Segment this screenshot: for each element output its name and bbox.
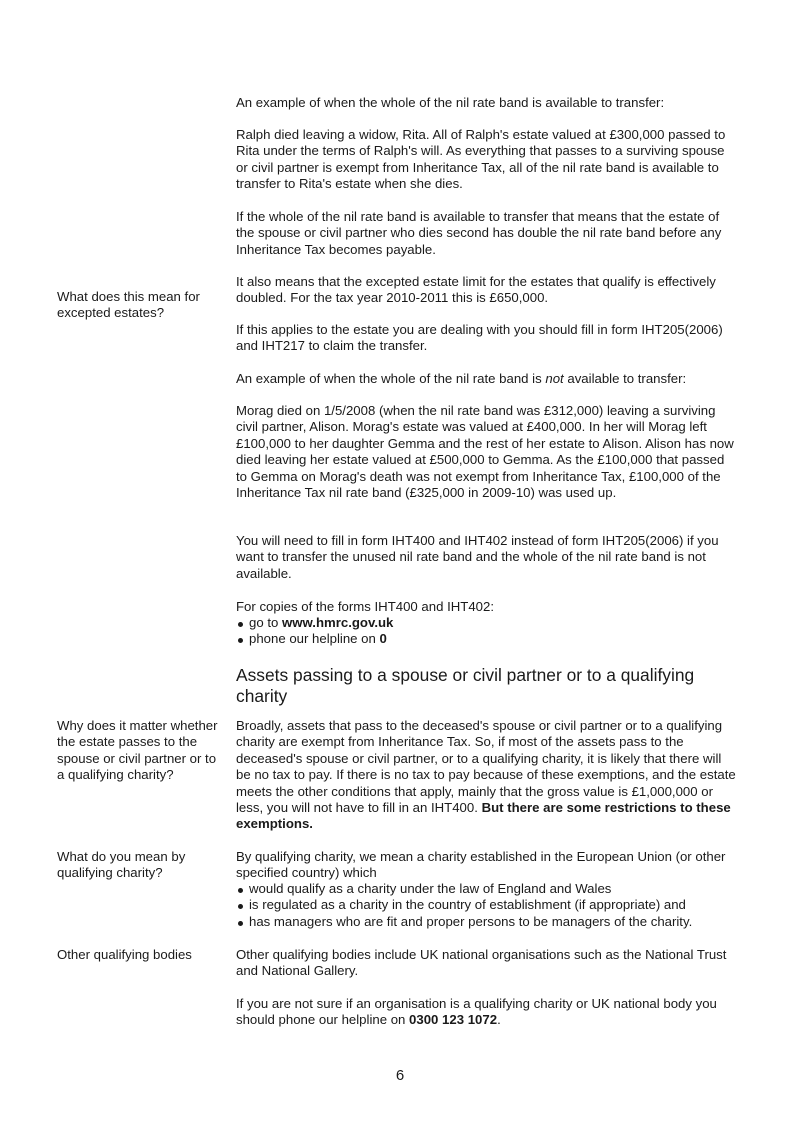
list-item: would qualify as a charity under the law of England and Wales	[236, 881, 736, 897]
list-item: has managers who are fit and proper persons to be managers of the charity.	[236, 914, 736, 930]
side-question-why-matter: Why does it matter whether the estate passes to the spouse or civil partner or to a qualifying charity?	[57, 718, 218, 783]
paragraph-claim-transfer: If this applies to the estate you are dealing with you should fill in form IHT205(2006) and IHT217 to claim the transfer.	[236, 322, 723, 354]
text-segment: .	[497, 1012, 501, 1028]
forms-bullet-list	[236, 615, 736, 648]
paragraph-double-band: If the whole of the nil rate band is available to transfer that means that the estate of the spouse or civil partner who dies second has double the nil rate band before any Inheritance Tax becomes payable.	[236, 209, 722, 257]
side-question-qualifying-charity: What do you mean by qualifying charity?	[57, 849, 186, 881]
list-item	[236, 631, 736, 647]
paragraph-phone-helpline	[236, 996, 736, 1029]
paragraph-excepted-limit: It also means that the excepted estate limit for the estates that qualify is effectively doubled. For the tax year 2010-2011 this is £650,000.	[236, 274, 716, 306]
paragraph-example-not-available	[236, 371, 736, 387]
paragraph-other-bodies: Other qualifying bodies include UK national organisations such as the National Trust and National Gallery.	[236, 947, 727, 979]
list-item: is regulated as a charity in the country of establishment (if appropriate) and	[236, 897, 736, 913]
paragraph-morag-example: Morag died on 1/5/2008 (when the nil rate band was £312,000) leaving a surviving civil partner, Alison. Morag's estate was valued at £400,000. In her will Morag left £100,000 to her daughter Gemma and the rest of her estate to Alison. Alison has now died leaving her estate valued at £500,000 to Gemma. As the £100,000 that passed to Gemma on Morag's death was not exempt from Inheritance Tax, £100,000 of the Inheritance Tax nil rate band (£325,000 in 2009-10) was used up.	[236, 403, 734, 501]
text-segment: Broadly, assets that pass to the deceased's spouse or civil partner or to a qualifying charity are exempt from Inheritance Tax. So, if most of the assets pass to the deceased's spouse or civil partner, or to a qualifying charity, it is likely that there will be no tax to pay. If there is no tax to pay because of these exemptions, and the estate meets the other conditions that apply, mainly that the gross value is £1,000,000 or less, you will not have to fill in an IHT400.	[236, 718, 736, 816]
emphasis-not: not	[545, 371, 564, 386]
text-segment: An example of when the whole of the nil rate band is	[236, 371, 546, 386]
text-segment: go to	[249, 615, 282, 630]
paragraph-broadly-exempt	[236, 718, 736, 833]
section-heading: Assets passing to a spouse or civil partner or to a qualifying charity	[236, 665, 695, 706]
paragraph-qualifying-charity-definition: By qualifying charity, we mean a charity established in the European Union (or other specified country) which	[236, 849, 726, 881]
side-question-excepted-estates: What does this mean for excepted estates?	[57, 289, 200, 321]
helpline-number: 0	[379, 631, 387, 647]
side-question-other-bodies: Other qualifying bodies	[57, 947, 192, 962]
paragraph-copies-of-forms: For copies of the forms IHT400 and IHT402:	[236, 599, 495, 614]
list-item	[236, 615, 736, 631]
helpline-phone-number: 0300 123 1072	[409, 1012, 498, 1028]
restrictions-note: But there are some restrictions to these exemptions.	[236, 800, 731, 832]
text-segment: phone our helpline on	[249, 631, 380, 647]
hmrc-website-link[interactable]: www.hmrc.gov.uk	[282, 615, 394, 630]
text-segment: If you are not sure if an organisation is a qualifying charity or UK national body you should phone our helpline on	[236, 996, 717, 1028]
page-number: 6	[395, 1067, 405, 1084]
text-segment: available to transfer:	[563, 371, 687, 386]
paragraph-example-available: An example of when the whole of the nil rate band is available to transfer:	[236, 95, 665, 110]
charity-criteria-list	[236, 881, 736, 930]
paragraph-fill-iht400: You will need to fill in form IHT400 and IHT402 instead of form IHT205(2006) if you want to transfer the unused nil rate band and the whole of the nil rate band is not available.	[236, 533, 719, 581]
paragraph-ralph-example: Ralph died leaving a widow, Rita. All of Ralph's estate valued at £300,000 passed to Rita under the terms of Ralph's will. As everything that passes to a surviving spouse or civil partner is exempt from Inheritance Tax, all of the nil rate band is available to transfer to Rita's estate when she dies.	[236, 127, 726, 192]
